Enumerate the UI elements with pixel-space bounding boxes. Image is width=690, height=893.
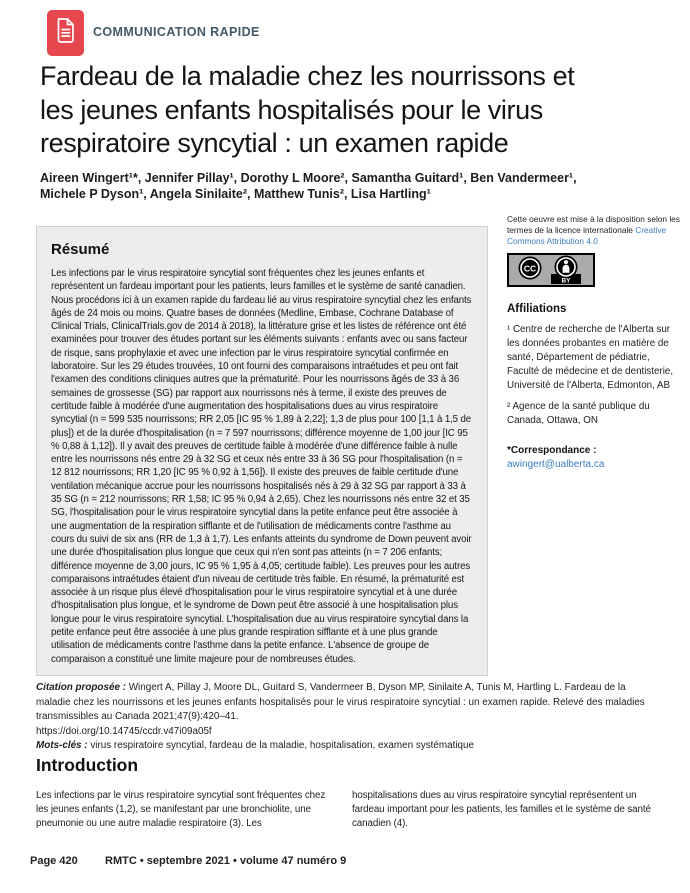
affiliation-1: ¹ Centre de recherche de l'Alberta sur les données probantes en matière de santé, Département de pédiatrie, Faculté de médecine et de dentisterie, Université de l'Alberta, Edmonton, AB (507, 324, 674, 391)
authors-line: Michele P Dyson¹, Angela Sinilaite², Matthew Tunis², Lisa Hartling¹ (40, 187, 431, 201)
authors-line: Aireen Wingert¹*, Jennifer Pillay¹, Dorothy L Moore², Samantha Guitard¹, Ben Vandermeer¹, (40, 171, 577, 185)
license-note (507, 214, 684, 246)
affiliations-heading: Affiliations (507, 303, 567, 316)
intro-column-left: Les infections par le virus respiratoire syncytial sont fréquentes chez les jeunes enfants (1,2), se manifestant par une bronchiolite, une pneumonie ou une autre maladie respiratoire (3). Les (36, 790, 326, 829)
keywords-text: virus respiratoire syncytial, fardeau de la maladie, hospitalisation, examen systématique (90, 740, 474, 752)
page-number: Page 420 (30, 855, 78, 867)
citation-doi: https://doi.org/10.14745/ccdr.v47i09a05f (36, 725, 212, 737)
affiliation-2: ² Agence de la santé publique du Canada, Ottawa, ON (507, 401, 650, 427)
keywords-lead: Mots-clés : (36, 740, 91, 752)
section-label: COMMUNICATION RAPIDE (93, 25, 260, 39)
title-line: Fardeau de la maladie chez les nourrissons et (40, 61, 575, 91)
cc-license-link[interactable]: Creative Commons Attribution 4.0 (507, 224, 667, 246)
title-line: les jeunes enfants hospitalisés pour le virus (40, 94, 543, 125)
correspondence-label: *Correspondance : (507, 444, 597, 456)
svg-text:BY: BY (561, 277, 571, 285)
authors-list (40, 170, 650, 202)
sidebar (507, 214, 684, 470)
citation-block (36, 681, 653, 754)
citation-paragraph (36, 681, 653, 739)
intro-column-right: hospitalisations dues au virus respiratoire syncytial représentent un fardeau important pour les patients, les familles et le système de santé canadien (4). (352, 790, 651, 829)
abstract-heading: Résumé (51, 241, 110, 258)
title-line: respiratoire syncytial : un examen rapide (40, 128, 509, 158)
citation-lead: Citation proposée : (36, 682, 129, 693)
abstract-body: Les infections par le virus respiratoire syncytial sont fréquentes chez les jeunes enfants et représentent un fardeau important pour les patients, leurs familles et le système de santé canadien. Nous procédons ici à un examen rapide du fardeau lié au virus respiratoire syncytial chez les enfants âgés de 24 mois ou moins. Quatre bases de données (Medline, Embase, Cochrane Database of Clinical Trials, ClinicalTrials.gov de 2014 à 2018), la littérature grise et les listes de référence ont été examinées pour trouver des études portant sur les éléments suivants : enfants avec ou sans facteur de risque, sans prophylaxie et avec une infection par le virus respiratoire syncytial confirmée en laboratoire. Sur les 29 études trouvées, 10 ont fourni des comparaisons intraétudes et peu ont fait l'examen des conditions cliniques autres que la prématurité. Pour les nourrissons âgés de 33 à 36 semaines de grossesse (SG) par rapport aux nourrissons nés à terme, il existe des preuves de certitude faible à modérée d'une augmentation des hospitalisations dues au virus respiratoire syncytial (n = 599 535 nourrissons; RR 2,05 [IC 95 % 1,89 à 2,22]; 1,3 de plus pour 100 [1,1 à 1,5 de plus]) et de la durée d'hospitalisation (n = 7 597 nourrissons; différence moyenne de 1,00 jour [IC 95 % 0,88 à 1,12]). Il y avait des preuves de certitude faible à modérée d'une différence faible à nulle entre les nourrissons nés entre 29 à 32 SG et ceux nés entre 33 à 36 SG pour l'hospitalisation (n = 12 812 nourrissons; RR 1,20 [IC 95 % 0,92 à 1,56]). Il existe des preuves de faible certitude d'une ventilation mécanique accrue pour les nourrissons hospitalisés nés à 29 à 32 SG par rapport à 33 à 35 SG (n = 212 nourrissons; RR 1,58; IC 95 % 0,94 à 2,65). Chez les nourrissons nés entre 32 et 35 SG, l'hospitalisation pour le virus respiratoire syncytial dans la petite enfance peut être associée à une augmentation de la respiration sifflante et de l'utilisation de médicaments contre l'asthme au cours du suivi de six ans (RR de 1,3 à 1,7). Les enfants atteints du syndrome de Down peuvent avoir une durée d'hospitalisation plus longue que ceux qui n'en sont pas atteints (n = 7 206 enfants; différence moyenne de 3,00 jours, IC 95 % 1,95 à 4,05; certitude faible). Les preuves pour les autres comparaisons intraétudes étaient d'un niveau de certitude très faible. En résumé, la prématurité est associée à un risque plus élevé d'hospitalisation pour le virus respiratoire syncytial et à une durée d'hospitalisation plus longue, et le syndrome de Down peut être associé à une hospitalisation plus longue pour le virus respiratoire syncytial. L'hospitalisation due au virus respiratoire syncytial dans la petite enfance peut être associée à une plus grande respiration sifflante et à une plus grande utilisation de médicaments contre l'asthme dans la petite enfance. L'absence de groupe de comparaison a constitué une limite majeure pour de nombreuses études. (51, 268, 472, 665)
license-text: Cette oeuvre est mise à la disposition selon les termes de la licence internationale (507, 214, 680, 235)
rapid-communication-badge (47, 10, 84, 56)
svg-text:CC: CC (523, 263, 537, 274)
journal-footer: RMTC • septembre 2021 • volume 47 numéro 9 (105, 855, 347, 867)
document-icon (55, 17, 76, 49)
keywords-paragraph (36, 739, 653, 754)
correspondence-email-link[interactable]: awingert@ualberta.ca (507, 458, 605, 470)
introduction-heading: Introduction (36, 755, 139, 775)
page-title (40, 60, 675, 161)
cc-by-badge-icon[interactable] (507, 253, 595, 287)
citation-text: Wingert A, Pillay J, Moore DL, Guitard S, Vandermeer B, Dyson MP, Sinilaite A, Tunis M, Hartling L. Fardeau de la maladie chez les nourrissons et les jeunes enfants hospitalisés pour le virus respiratoire syncytial : un examen rapide. Relevé des maladies transmissibles au Canada 2021;47(9):420–41. (36, 682, 645, 723)
abstract-box (36, 226, 488, 676)
